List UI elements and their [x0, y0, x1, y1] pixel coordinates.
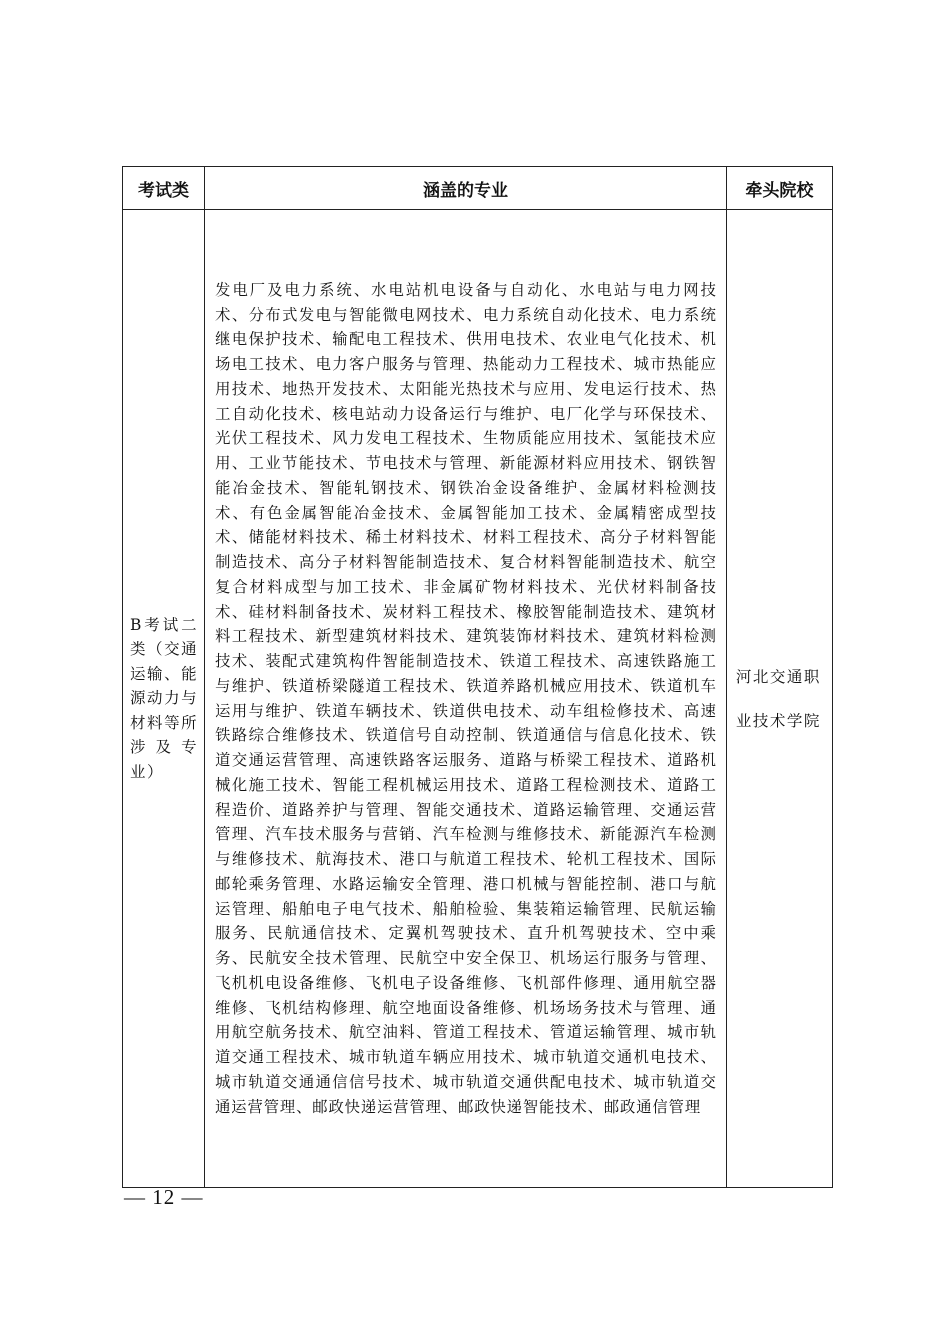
majors-cell: 发电厂及电力系统、水电站机电设备与自动化、水电站与电力网技术、分布式发电与智能微电网技术、电力系统自动化技术、电力系统继电保护技术、输配电工程技术、供用电技术、农业电气化技术、机场电工技术、电力客户服务与管理、热能动力工程技术、城市热能应用技术、地热开发技术、太阳能光热技术与应用、发电运行技术、热工自动化技术、核电站动力设备运行与维护、电厂化学与环保技术、光伏工程技术、风力发电工程技术、生物质能应用技术、氢能技术应用、工业节能技术、节电技术与管理、新能源材料应用技术、钢铁智能冶金技术、智能轧钢技术、钢铁冶金设备维护、金属材料检测技术、有色金属智能冶金技术、金属智能加工技术、金属精密成型技术、储能材料技术、稀土材料技术、材料工程技术、高分子材料智能制造技术、高分子材料智能制造技术、复合材料智能制造技术、航空复合材料成型与加工技术、非金属矿物材料技术、光伏材料制备技术、硅材料制备技术、炭材料工程技术、橡胶智能制造技术、建筑材料工程技术、新型建筑材料技术、建筑装饰材料技术、建筑材料检测技术、装配式建筑构件智能制造技术、铁道工程技术、高速铁路施工与维护、铁道桥梁隧道工程技术、铁道养路机械应用技术、铁道机车运用与维护、铁道车辆技术、铁道供电技术、动车组检修技术、高速铁路综合维修技术、铁道信号自动控制、铁道通信与信息化技术、铁道交通运营管理、高速铁路客运服务、道路与桥梁工程技术、道路机械化施工技术、智能工程机械运用技术、道路工程检测技术、道路工程造价、道路养护与管理、智能交通技术、道路运输管理、交通运营管理、汽车技术服务与营销、汽车检测与维修技术、新能源汽车检测与维修技术、航海技术、港口与航道工程技术、轮机工程技术、国际邮轮乘务管理、水路运输安全管理、港口机械与智能控制、港口与航运管理、船舶电子电气技术、船舶检验、集装箱运输管理、民航运输服务、民航通信技术、定翼机驾驶技术、直升机驾驶技术、空中乘务、民航安全技术管理、民航空中安全保卫、机场运行服务与管理、飞机机电设备维修、飞机电子设备维修、飞机部件修理、通用航空器维修、飞机结构修理、航空地面设备维修、机场场务技术与管理、通用航空航务技术、航空油料、管道工程技术、管道运输管理、城市轨道交通工程技术、城市轨道车辆应用技术、城市轨道交通机电技术、城市轨道交通通信信号技术、城市轨道交通供配电技术、城市轨道交通运营管理、邮政快递运营管理、邮政快递智能技术、邮政通信管理 — [205, 210, 727, 1188]
exam-category-cell: B考试二类（交通运输、能源动力与材料等所涉及专业） — [123, 210, 205, 1188]
header-lead-school: 牵头院校 — [726, 167, 832, 210]
page-number: — 12 — — [124, 1185, 204, 1209]
table-row — [123, 210, 833, 1188]
majors-table — [122, 166, 833, 1188]
lead-school-cell: 河北交通职业技术学院 — [726, 210, 832, 1188]
header-exam-category: 考试类 — [123, 167, 205, 210]
header-covered-majors: 涵盖的专业 — [205, 167, 727, 210]
table-header-row — [123, 167, 833, 210]
